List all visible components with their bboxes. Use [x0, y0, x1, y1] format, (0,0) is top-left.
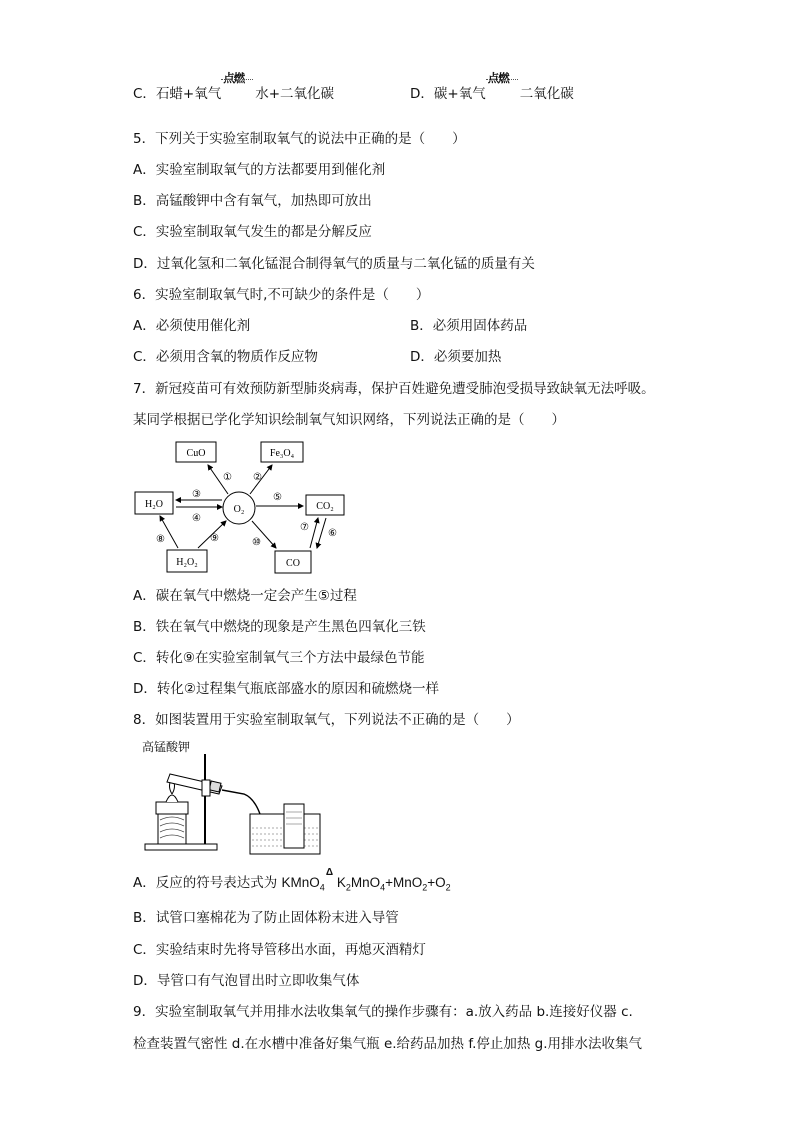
- o2-label: O₂: [233, 504, 245, 515]
- question-9-line2: 检查装置气密性 d.在水槽中准备好集气瓶 e.给药品加热 f.停止加热 g.用排水法收集气: [133, 1036, 643, 1052]
- question-7-option-a: A．碳在氧气中燃烧一定会产生⑤过程: [133, 588, 357, 604]
- co2-label: CO₂: [316, 501, 334, 512]
- question-6-option-d: D．必须要加热: [410, 349, 502, 365]
- question-6-stem: 6．实验室制取氧气时,不可缺少的条件是（ ）: [133, 287, 430, 303]
- question-7-option-b: B．铁在氧气中燃烧的现象是产生黑色四氧化三铁: [133, 619, 426, 635]
- apparatus-label: 高锰酸钾: [142, 740, 191, 754]
- question-5-option-b: B．高锰酸钾中含有氧气，加热即可放出: [133, 193, 372, 209]
- question-5-stem: 5．下列关于实验室制取氧气的说法中正确的是（ ）: [133, 131, 466, 147]
- label-9: ⑨: [210, 533, 219, 544]
- label-5: ⑤: [273, 492, 282, 503]
- h2o2-label: H₂O₂: [176, 557, 198, 568]
- question-8-option-c: C．实验结束时先将导管移出水面，再熄灭酒精灯: [133, 942, 426, 958]
- co-label: CO: [286, 558, 300, 569]
- question-8-option-b: B．试管口塞棉花为了防止固体粉末进入导管: [133, 910, 399, 926]
- option-c-q4: C．石蜡+氧气 点燃 水+二氧化碳: [133, 71, 335, 102]
- label-2: ②: [253, 472, 262, 483]
- reaction-condition: 点燃: [221, 82, 255, 98]
- question-6-option-b: B．必须用固体药品: [410, 318, 528, 334]
- question-7-option-d: D．转化②过程集气瓶底部盛水的原因和硫燃烧一样: [133, 681, 439, 697]
- question-5-option-c: C．实验室制取氧气发生的都是分解反应: [133, 224, 372, 240]
- question-7-stem-line1: 7．新冠疫苗可有效预防新型肺炎病毒，保护百姓避免遭受肺泡受损导致缺氧无法呼吸。: [133, 381, 655, 397]
- heat-condition: Δ: [325, 867, 333, 878]
- oxygen-knowledge-network-diagram: [130, 436, 370, 576]
- option-d-q4: D．碳+氧气 点燃 二氧化碳: [410, 71, 574, 102]
- question-7-stem-line2: 某同学根据已学化学知识绘制氧气知识网络，下列说法正确的是（ ）: [133, 412, 565, 428]
- question-8-option-a: A．反应的符号表达式为 KMnO$_4$ Δ $K_2MnO_4+MnO_2+O_2$: [133, 867, 451, 893]
- question-9-line1: 9．实验室制取氧气并用排水法收集氧气的操作步骤有：a.放入药品 b.连接好仪器 c.: [133, 1004, 633, 1020]
- fe3o4-label: Fe₃O₄: [269, 448, 295, 459]
- label-4: ④: [192, 513, 201, 524]
- question-5-option-a: A．实验室制取氧气的方法都要用到催化剂: [133, 162, 386, 178]
- h2o-label: H₂O: [145, 499, 163, 510]
- question-8-stem: 8．如图装置用于实验室制取氧气，下列说法不正确的是（ ）: [133, 712, 520, 728]
- label-3: ③: [192, 489, 201, 500]
- label-7: ⑦: [300, 522, 309, 533]
- reaction-condition: 点燃: [486, 82, 520, 98]
- label-10: ⑩: [252, 537, 261, 548]
- oxygen-preparation-apparatus: [140, 752, 330, 856]
- label-6: ⑥: [328, 528, 337, 539]
- question-8-option-d: D．导管口有气泡冒出时立即收集气体: [133, 973, 360, 989]
- question-5-option-d: D．过氧化氢和二氧化锰混合制得氧气的质量与二氧化锰的质量有关: [133, 256, 535, 272]
- cuo-label: CuO: [186, 448, 206, 459]
- label-8: ⑧: [156, 534, 165, 545]
- question-6-option-a: A．必须使用催化剂: [133, 318, 251, 334]
- question-7-option-c: C．转化⑨在实验室制氧气三个方法中最绿色节能: [133, 650, 425, 666]
- label-1: ①: [223, 472, 232, 483]
- question-6-option-c: C．必须用含氧的物质作反应物: [133, 349, 318, 365]
